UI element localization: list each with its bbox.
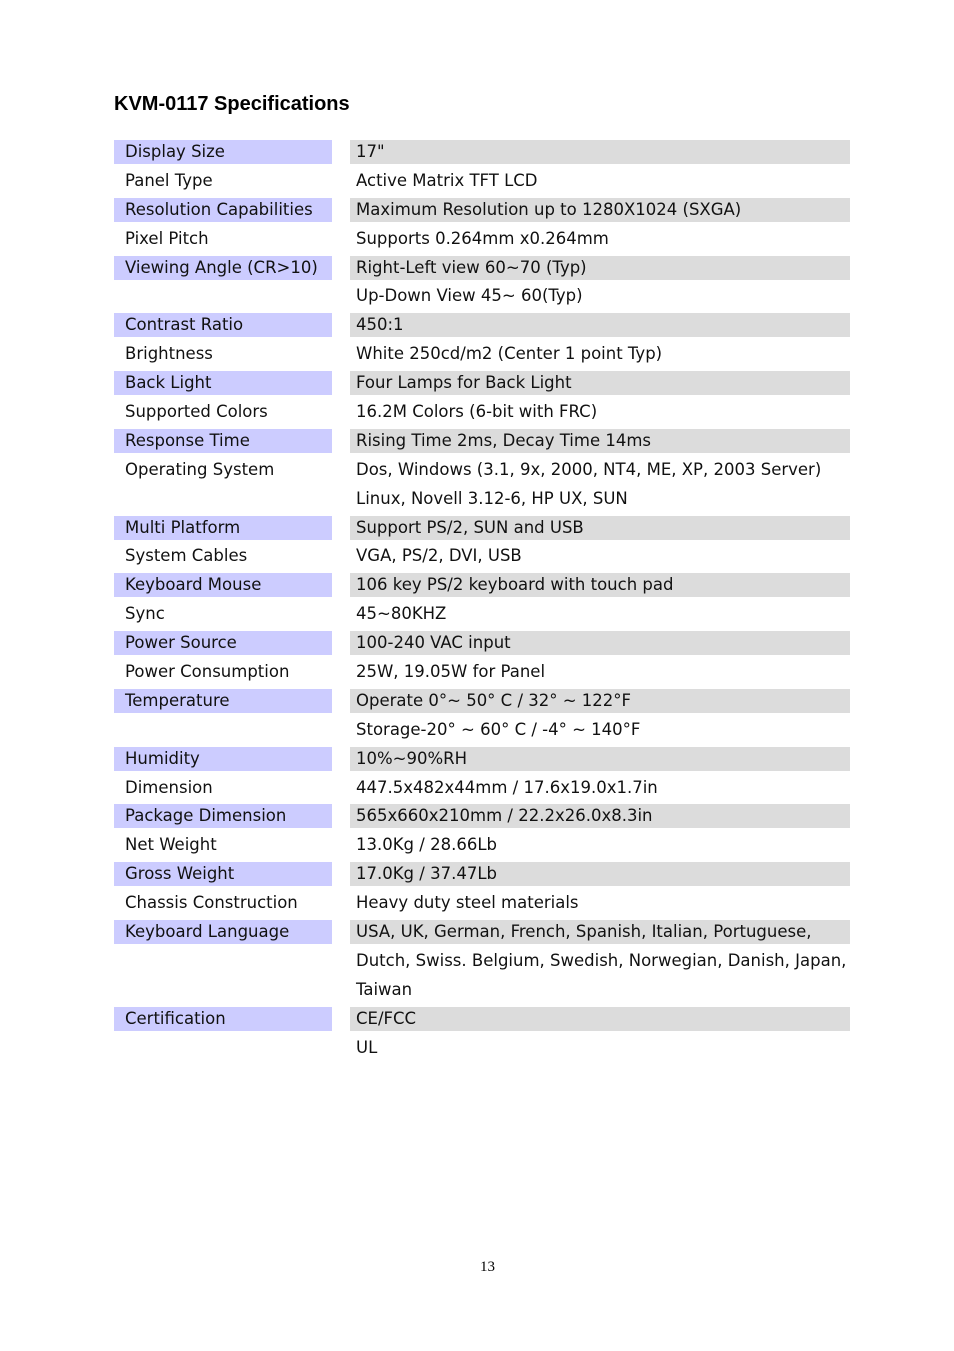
spec-label: Operating System [125, 459, 275, 479]
spec-value: 100-240 VAC input [350, 631, 850, 655]
spec-value: Up-Down View 45~ 60(Typ) [356, 286, 583, 306]
spec-row [114, 631, 850, 660]
spec-value: Linux, Novell 3.12-6, HP UX, SUN [356, 488, 628, 508]
spec-label: Package Dimension [114, 804, 332, 828]
spec-label: Brightness [125, 344, 213, 364]
spec-row [114, 169, 850, 198]
spec-row [114, 256, 850, 285]
spec-label: Net Weight [125, 835, 217, 855]
spec-label: Supported Colors [125, 402, 268, 422]
spec-row [114, 747, 850, 776]
spec-row [114, 776, 850, 805]
spec-row [114, 833, 850, 862]
spec-value: 10%~90%RH [350, 747, 850, 771]
spec-label: Power Source [114, 631, 332, 655]
spec-label: Display Size [114, 140, 332, 164]
spec-row [114, 1036, 850, 1065]
spec-label: Resolution Capabilities [114, 198, 332, 222]
spec-label: Back Light [114, 371, 332, 395]
spec-row [114, 718, 850, 747]
spec-label: Panel Type [125, 170, 213, 190]
spec-value: 45~80KHZ [356, 604, 447, 624]
spec-row [114, 313, 850, 342]
spec-row [114, 602, 850, 631]
spec-label [114, 1036, 332, 1060]
spec-row [114, 949, 850, 978]
spec-value: Operate 0°~ 50° C / 32° ~ 122°F [350, 689, 850, 713]
page-title: KVM-0117 Specifications [114, 93, 350, 115]
spec-row [114, 429, 850, 458]
spec-value: 13.0Kg / 28.66Lb [356, 835, 497, 855]
spec-label: Power Consumption [125, 662, 290, 682]
spec-row [114, 862, 850, 891]
spec-row [114, 1007, 850, 1036]
spec-value: Four Lamps for Back Light [350, 371, 850, 395]
spec-label [114, 978, 332, 1002]
spec-value: Support PS/2, SUN and USB [350, 516, 850, 540]
spec-value: 16.2M Colors (6-bit with FRC) [356, 402, 598, 422]
spec-row [114, 920, 850, 949]
spec-label: Sync [125, 604, 165, 624]
spec-value: 447.5x482x44mm / 17.6x19.0x1.7in [356, 777, 658, 797]
spec-label: Response Time [114, 429, 332, 453]
spec-row [114, 891, 850, 920]
spec-row [114, 804, 850, 833]
spec-label: Keyboard Language [114, 920, 332, 944]
spec-value: Storage-20° ~ 60° C / -4° ~ 140°F [356, 719, 641, 739]
spec-label: Contrast Ratio [114, 313, 332, 337]
spec-label: Dimension [125, 777, 213, 797]
spec-row [114, 978, 850, 1007]
spec-value: USA, UK, German, French, Spanish, Italian, Portuguese, [350, 920, 850, 944]
spec-value: Rising Time 2ms, Decay Time 14ms [350, 429, 850, 453]
spec-label: Pixel Pitch [125, 228, 209, 248]
spec-label: System Cables [125, 546, 248, 566]
spec-row [114, 487, 850, 516]
spec-label [114, 487, 332, 511]
spec-row [114, 371, 850, 400]
spec-value: Active Matrix TFT LCD [356, 170, 538, 190]
spec-label: Humidity [114, 747, 332, 771]
spec-row [114, 544, 850, 573]
spec-value: Maximum Resolution up to 1280X1024 (SXGA) [350, 198, 850, 222]
spec-row [114, 140, 850, 169]
spec-row [114, 660, 850, 689]
spec-label [114, 284, 332, 308]
spec-value: CE/FCC [350, 1007, 850, 1031]
spec-value: VGA, PS/2, DVI, USB [356, 546, 522, 566]
page-number: 13 [480, 1259, 495, 1275]
spec-row [114, 573, 850, 602]
spec-row [114, 689, 850, 718]
spec-value: UL [356, 1037, 378, 1057]
spec-value: Heavy duty steel materials [356, 893, 579, 913]
spec-label: Keyboard Mouse [114, 573, 332, 597]
spec-row [114, 516, 850, 545]
spec-label: Chassis Construction [125, 893, 298, 913]
spec-value: 25W, 19.05W for Panel [356, 662, 546, 682]
spec-label: Gross Weight [114, 862, 332, 886]
spec-value: Dutch, Swiss. Belgium, Swedish, Norwegian, Danish, Japan, [356, 950, 847, 970]
spec-row [114, 400, 850, 429]
spec-value: 565x660x210mm / 22.2x26.0x8.3in [350, 804, 850, 828]
spec-value: 106 key PS/2 keyboard with touch pad [350, 573, 850, 597]
spec-row [114, 284, 850, 313]
spec-value: Taiwan [356, 979, 413, 999]
spec-row [114, 227, 850, 256]
spec-value: 17" [350, 140, 850, 164]
spec-value: Right-Left view 60~70 (Typ) [350, 256, 850, 280]
spec-value: Dos, Windows (3.1, 9x, 2000, NT4, ME, XP, 2003 Server) [356, 459, 822, 479]
spec-value: White 250cd/m2 (Center 1 point Typ) [356, 344, 663, 364]
spec-value: 17.0Kg / 37.47Lb [350, 862, 850, 886]
spec-label: Multi Platform [114, 516, 332, 540]
spec-label: Viewing Angle (CR>10) [114, 256, 332, 280]
spec-label [114, 949, 332, 973]
spec-label: Temperature [114, 689, 332, 713]
spec-row [114, 458, 850, 487]
spec-table [114, 140, 850, 1065]
spec-row [114, 342, 850, 371]
spec-row [114, 198, 850, 227]
spec-value: 450:1 [350, 313, 850, 337]
spec-value: Supports 0.264mm x0.264mm [356, 228, 609, 248]
spec-label [114, 718, 332, 742]
spec-label: Certification [114, 1007, 332, 1031]
